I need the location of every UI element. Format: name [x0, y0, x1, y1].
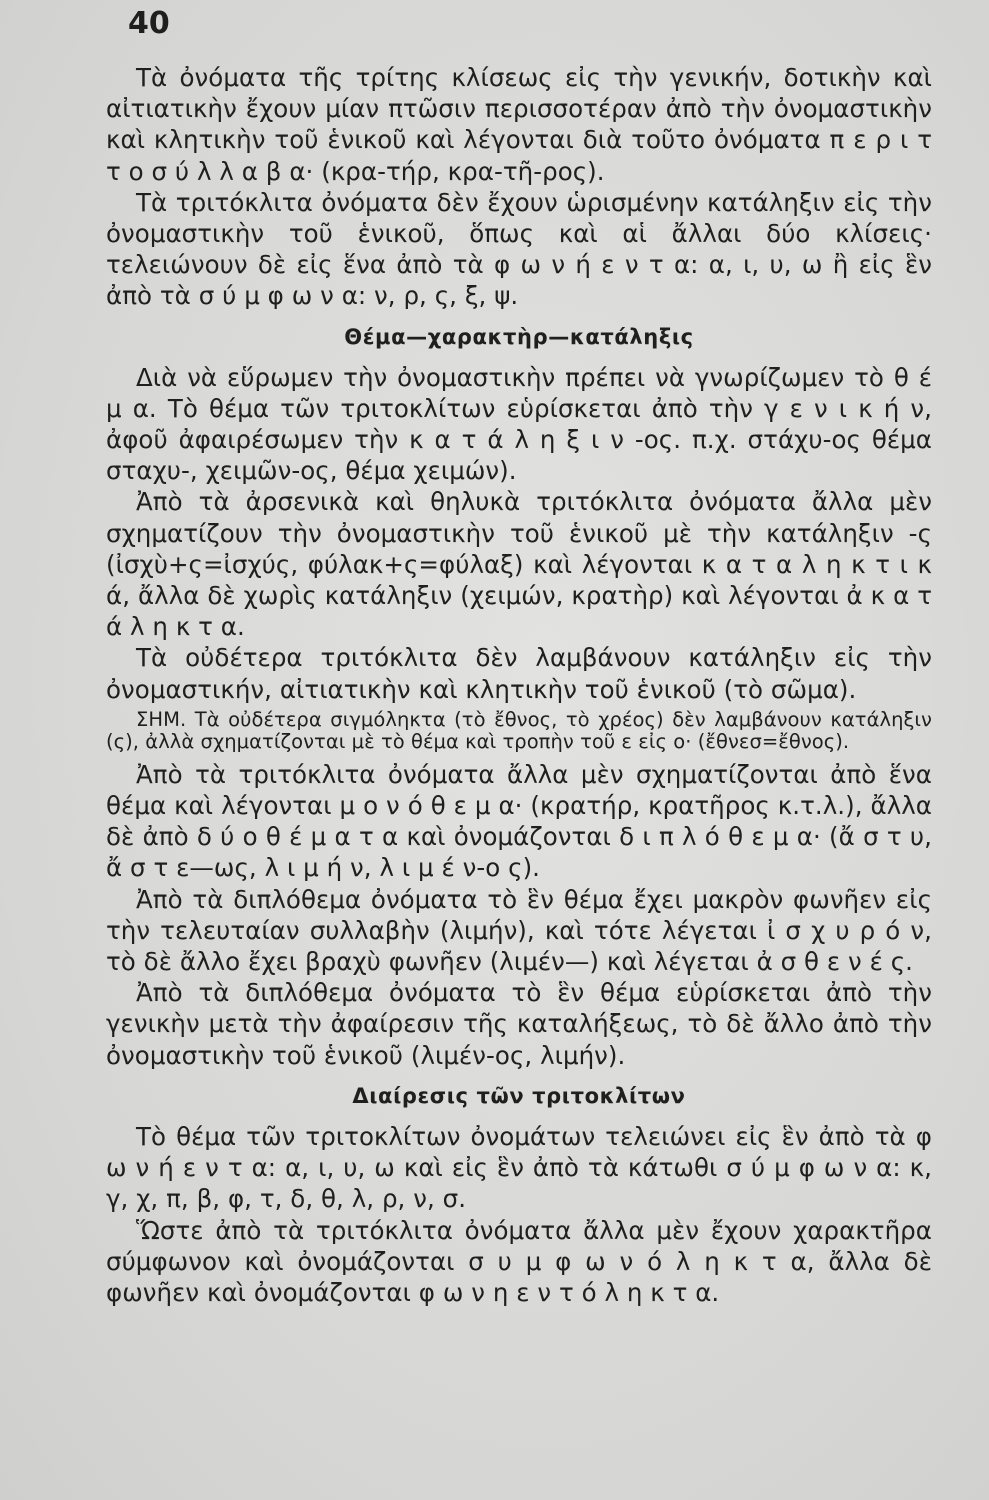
paragraph-mono-di-stem: Ἀπὸ τὰ τριτόκλιτα ὀνόματα ἄλλα μὲν σχηματίζονται ἀπὸ ἕνα θέμα καὶ λέγονται μ ο ν ό θ ε μ α· (κρατήρ, κρατῆρος κ.τ.λ.), ἄλλα δὲ ἀπὸ δ ύ ο θ έ μ α τ α καὶ ὀνομάζονται δ ι π λ ό θ ε μ α· (ἄ σ τ υ, ἄ σ τ ε—ως, λ ι μ ή ν, λ ι μ έ ν-ο ς). — [106, 759, 932, 883]
note-sigmatic-neuters: ΣΗΜ. Τὰ οὐδέτερα σιγμόληκτα (τὸ ἔθνος, τὸ χρέος) δὲν λαμβάνουν κατάληξιν (ς), ἀλλὰ σχηματίζονται μὲ τὸ θέμα καὶ τροπὴν τοῦ ε εἰς ο· (ἔθνεσ=ἔθνος). — [106, 707, 932, 753]
paragraph-stem-ending-letters: Τὸ θέμα τῶν τριτοκλίτων ὀνομάτων τελειώνει εἰς ἓν ἀπὸ τὰ φ ω ν ή ε ν τ α: α, ι, υ, ω καὶ εἰς ἓν ἀπὸ τὰ κάτωθι σ ύ μ φ ω ν α: κ, γ, χ, π, β, φ, τ, δ, θ, λ, ρ, ν, σ. — [106, 1121, 932, 1214]
page-number: 40 — [128, 6, 170, 41]
paragraph-masculine-feminine: Ἀπὸ τὰ ἀρσενικὰ καὶ θηλυκὰ τριτόκλιτα ὀνόματα ἄλλα μὲν σχηματίζουν τὴν ὀνομαστικὴν τοῦ ἑνικοῦ μὲ τὴν κατάληξιν -ς (ἰσχὺ+ς=ἰσχύς, φύλακ+ς=φύλαξ) καὶ λέγονται κ α τ α λ η κ τ ι κ ά, ἄλλα δὲ χωρὶς κατάληξιν (χειμών, κρατὴρ) καὶ λέγονται ἀ κ α τ ά λ η κ τ α. — [106, 487, 932, 642]
paragraph-genitive-syllables: Τὰ ὀνόματα τῆς τρίτης κλίσεως εἰς τὴν γενικήν, δοτικὴν καὶ αἰτιατικὴν ἔχουν μίαν πτῶσιν περισσοτέραν ἀπὸ τὴν ὀνομαστικὴν καὶ κλητικὴν τοῦ ἑνικοῦ καὶ λέγονται διὰ τοῦτο ὀνόματα π ε ρ ι τ τ ο σ ύ λ λ α β α· (κρα-τήρ, κρα-τῆ-ρος). — [106, 63, 932, 186]
page-body — [106, 62, 932, 1308]
paragraph-neuter: Τὰ οὐδέτερα τριτόκλιτα δὲν λαμβάνουν κατάληξιν εἰς τὴν ὀνομαστικήν, αἰτιατικὴν καὶ κλητικὴν τοῦ ἑνικοῦ (τὸ σῶμα). — [106, 643, 932, 704]
paragraph-endings: Τὰ τριτόκλιτα ὀνόματα δὲν ἔχουν ὡρισμένην κατάληξιν εἰς τὴν ὀνομαστικὴν τοῦ ἑνικοῦ, ὅπως καὶ αἱ ἄλλαι δύο κλίσεις· τελειώνουν δὲ εἰς ἕνα ἀπὸ τὰ φ ω ν ή ε ν τ α: α, ι, υ, ω ἢ εἰς ἓν ἀπὸ τὰ σ ύ μ φ ω ν α: ν, ρ, ς, ξ, ψ. — [106, 187, 932, 311]
paragraph-consonant-vowel-stems: Ὥστε ἀπὸ τὰ τριτόκλιτα ὀνόματα ἄλλα μὲν ἔχουν χαρακτῆρα σύμφωνον καὶ ὀνομάζονται σ υ μ φ ω ν ό λ η κ τ α, ἄλλα δὲ φωνῆεν καὶ ὀνομάζονται φ ω ν η ε ν τ ό λ η κ τ α. — [106, 1215, 932, 1307]
paragraph-stem-from-genitive: Ἀπὸ τὰ διπλόθεμα ὀνόματα τὸ ἓν θέμα εὑρίσκεται ἀπὸ τὴν γενικὴν μετὰ τὴν ἀφαίρεσιν τῆς καταλήξεως, τὸ δὲ ἄλλο ἀπὸ τὴν ὀνομαστικὴν τοῦ ἑνικοῦ (λιμέν-ος, λιμήν). — [106, 978, 932, 1070]
paragraph-stem: Διὰ νὰ εὕρωμεν τὴν ὀνομαστικὴν πρέπει νὰ γνωρίζωμεν τὸ θ έ μ α. Τὸ θέμα τῶν τριτοκλίτων εὑρίσκεται ἀπὸ τὴν γ ε ν ι κ ή ν, ἀφοῦ ἀφαιρέσωμεν τὴν κ α τ ά λ η ξ ι ν -ος. π.χ. στάχυ-ος θέμα σταχυ-, χειμῶν-ος, θέμα χειμών). — [106, 362, 932, 486]
paragraph-strong-weak-stem: Ἀπὸ τὰ διπλόθεμα ὀνόματα τὸ ἓν θέμα ἔχει μακρὸν φωνῆεν εἰς τὴν τελευταίαν συλλαβὴν (λιμήν), καὶ τότε λέγεται ἰ σ χ υ ρ ό ν, τὸ δὲ ἄλλο ἔχει βραχὺ φωνῆεν (λιμέν—) καὶ λέγεται ἀ σ θ ε ν έ ς. — [106, 884, 932, 977]
heading-stem-character-ending: Θέμα—χαρακτὴρ—κατάληξις — [344, 324, 694, 349]
heading-division-third-declension: Διαίρεσις τῶν τριτοκλίτων — [352, 1083, 686, 1108]
